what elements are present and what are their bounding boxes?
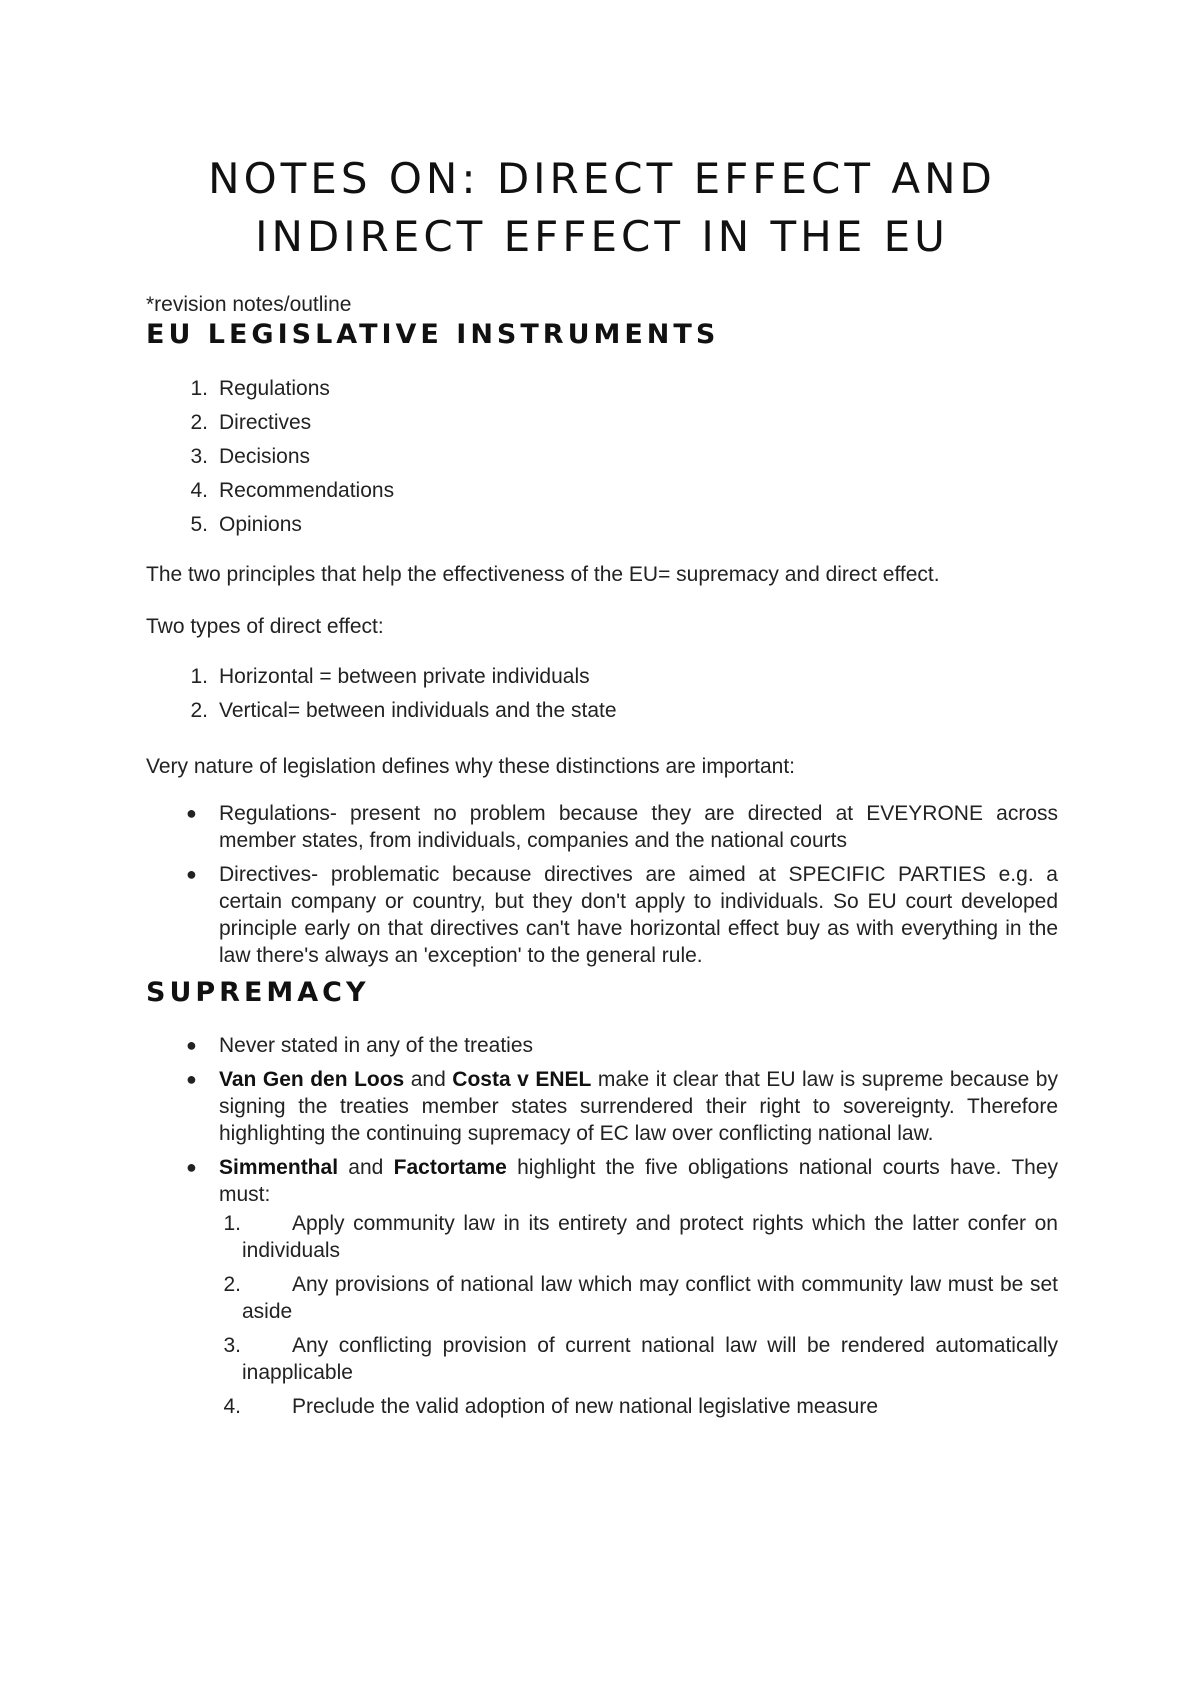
list-item: 3. Any conflicting provision of current national law will be rendered automatically inapplicable	[223, 1334, 1058, 1384]
subtitle: *revision notes/outline	[146, 293, 352, 316]
paragraph-types: Two types of direct effect:	[146, 615, 384, 638]
bullet-icon: ●	[186, 1035, 197, 1055]
types-list	[146, 660, 1058, 728]
nature-bullets	[146, 800, 1058, 969]
supremacy-bullets	[146, 1032, 1058, 1420]
list-item: ● Regulations- present no problem because they are directed at EVEYRONE across member states, from individuals, companies and the national courts	[186, 802, 1058, 852]
list-item: 4. Preclude the valid adoption of new national legislative measure	[223, 1395, 879, 1418]
list-item: 5. Opinions	[190, 513, 302, 536]
list-item: 1. Regulations	[190, 377, 330, 400]
list-item: ● Directives- problematic because directives are aimed at SPECIFIC PARTIES e.g. a certain company or country, but they don't apply to individuals. So EU court developed principle early on that directives can't have horizontal effect buy as with everything in the law there's always an 'exception' to the general rule.	[186, 863, 1058, 967]
section-heading-instruments: EU LEGISLATIVE INSTRUMENTS	[146, 319, 720, 350]
list-item: 2. Vertical= between individuals and the state	[190, 699, 617, 722]
paragraph-principles: The two principles that help the effectiveness of the EU= supremacy and direct effect.	[146, 563, 940, 586]
list-item: 4. Recommendations	[190, 479, 395, 502]
list-item: 2. Directives	[190, 411, 312, 434]
bullet-icon: ●	[186, 864, 197, 884]
bullet-icon: ●	[186, 1157, 197, 1177]
case-name: Costa v ENEL	[452, 1068, 592, 1091]
list-item: ● Never stated in any of the treaties	[186, 1034, 534, 1057]
paragraph-nature: Very nature of legislation defines why these distinctions are important:	[146, 755, 796, 778]
list-item: 1. Horizontal = between private individuals	[190, 665, 590, 688]
list-item: 1. Apply community law in its entirety and protect rights which the latter confer on individuals	[223, 1212, 1058, 1262]
list-item: ● Simmenthal and Factortame highlight the five obligations national courts have. They must: 1. Apply community law in its entirety and protect rights which the latter confer on individuals 2. Any provisions of national law which may conflict with community law must be set aside 3. Any conflicting provision of current national law will be rendered automatically inapplicable 4. Preclude the valid adoption of new national legislative measure	[186, 1156, 1059, 1418]
bullet-icon: ●	[186, 1069, 197, 1089]
page-title: NOTES ON: DIRECT EFFECT AND INDIRECT EFFECT IN THE EU	[208, 154, 996, 261]
section-heading-supremacy: SUPREMACY	[146, 977, 370, 1008]
list-item: 3. Decisions	[190, 445, 311, 468]
instruments-list	[146, 372, 1058, 542]
list-item: 2. Any provisions of national law which may conflict with community law must be set aside	[223, 1273, 1058, 1323]
case-name: Van Gen den Loos	[219, 1068, 405, 1091]
document-content	[146, 150, 1058, 1427]
bullet-icon: ●	[186, 803, 197, 823]
obligations-list	[219, 1210, 1058, 1420]
case-name: Simmenthal	[219, 1156, 339, 1179]
list-item: ● Van Gen den Loos and Costa v ENEL make it clear that EU law is supreme because by signing the treaties member states surrendered their right to sovereignty. Therefore highlighting the continuing supremacy of EC law over conflicting national law.	[186, 1068, 1058, 1145]
case-name: Factortame	[393, 1156, 507, 1179]
